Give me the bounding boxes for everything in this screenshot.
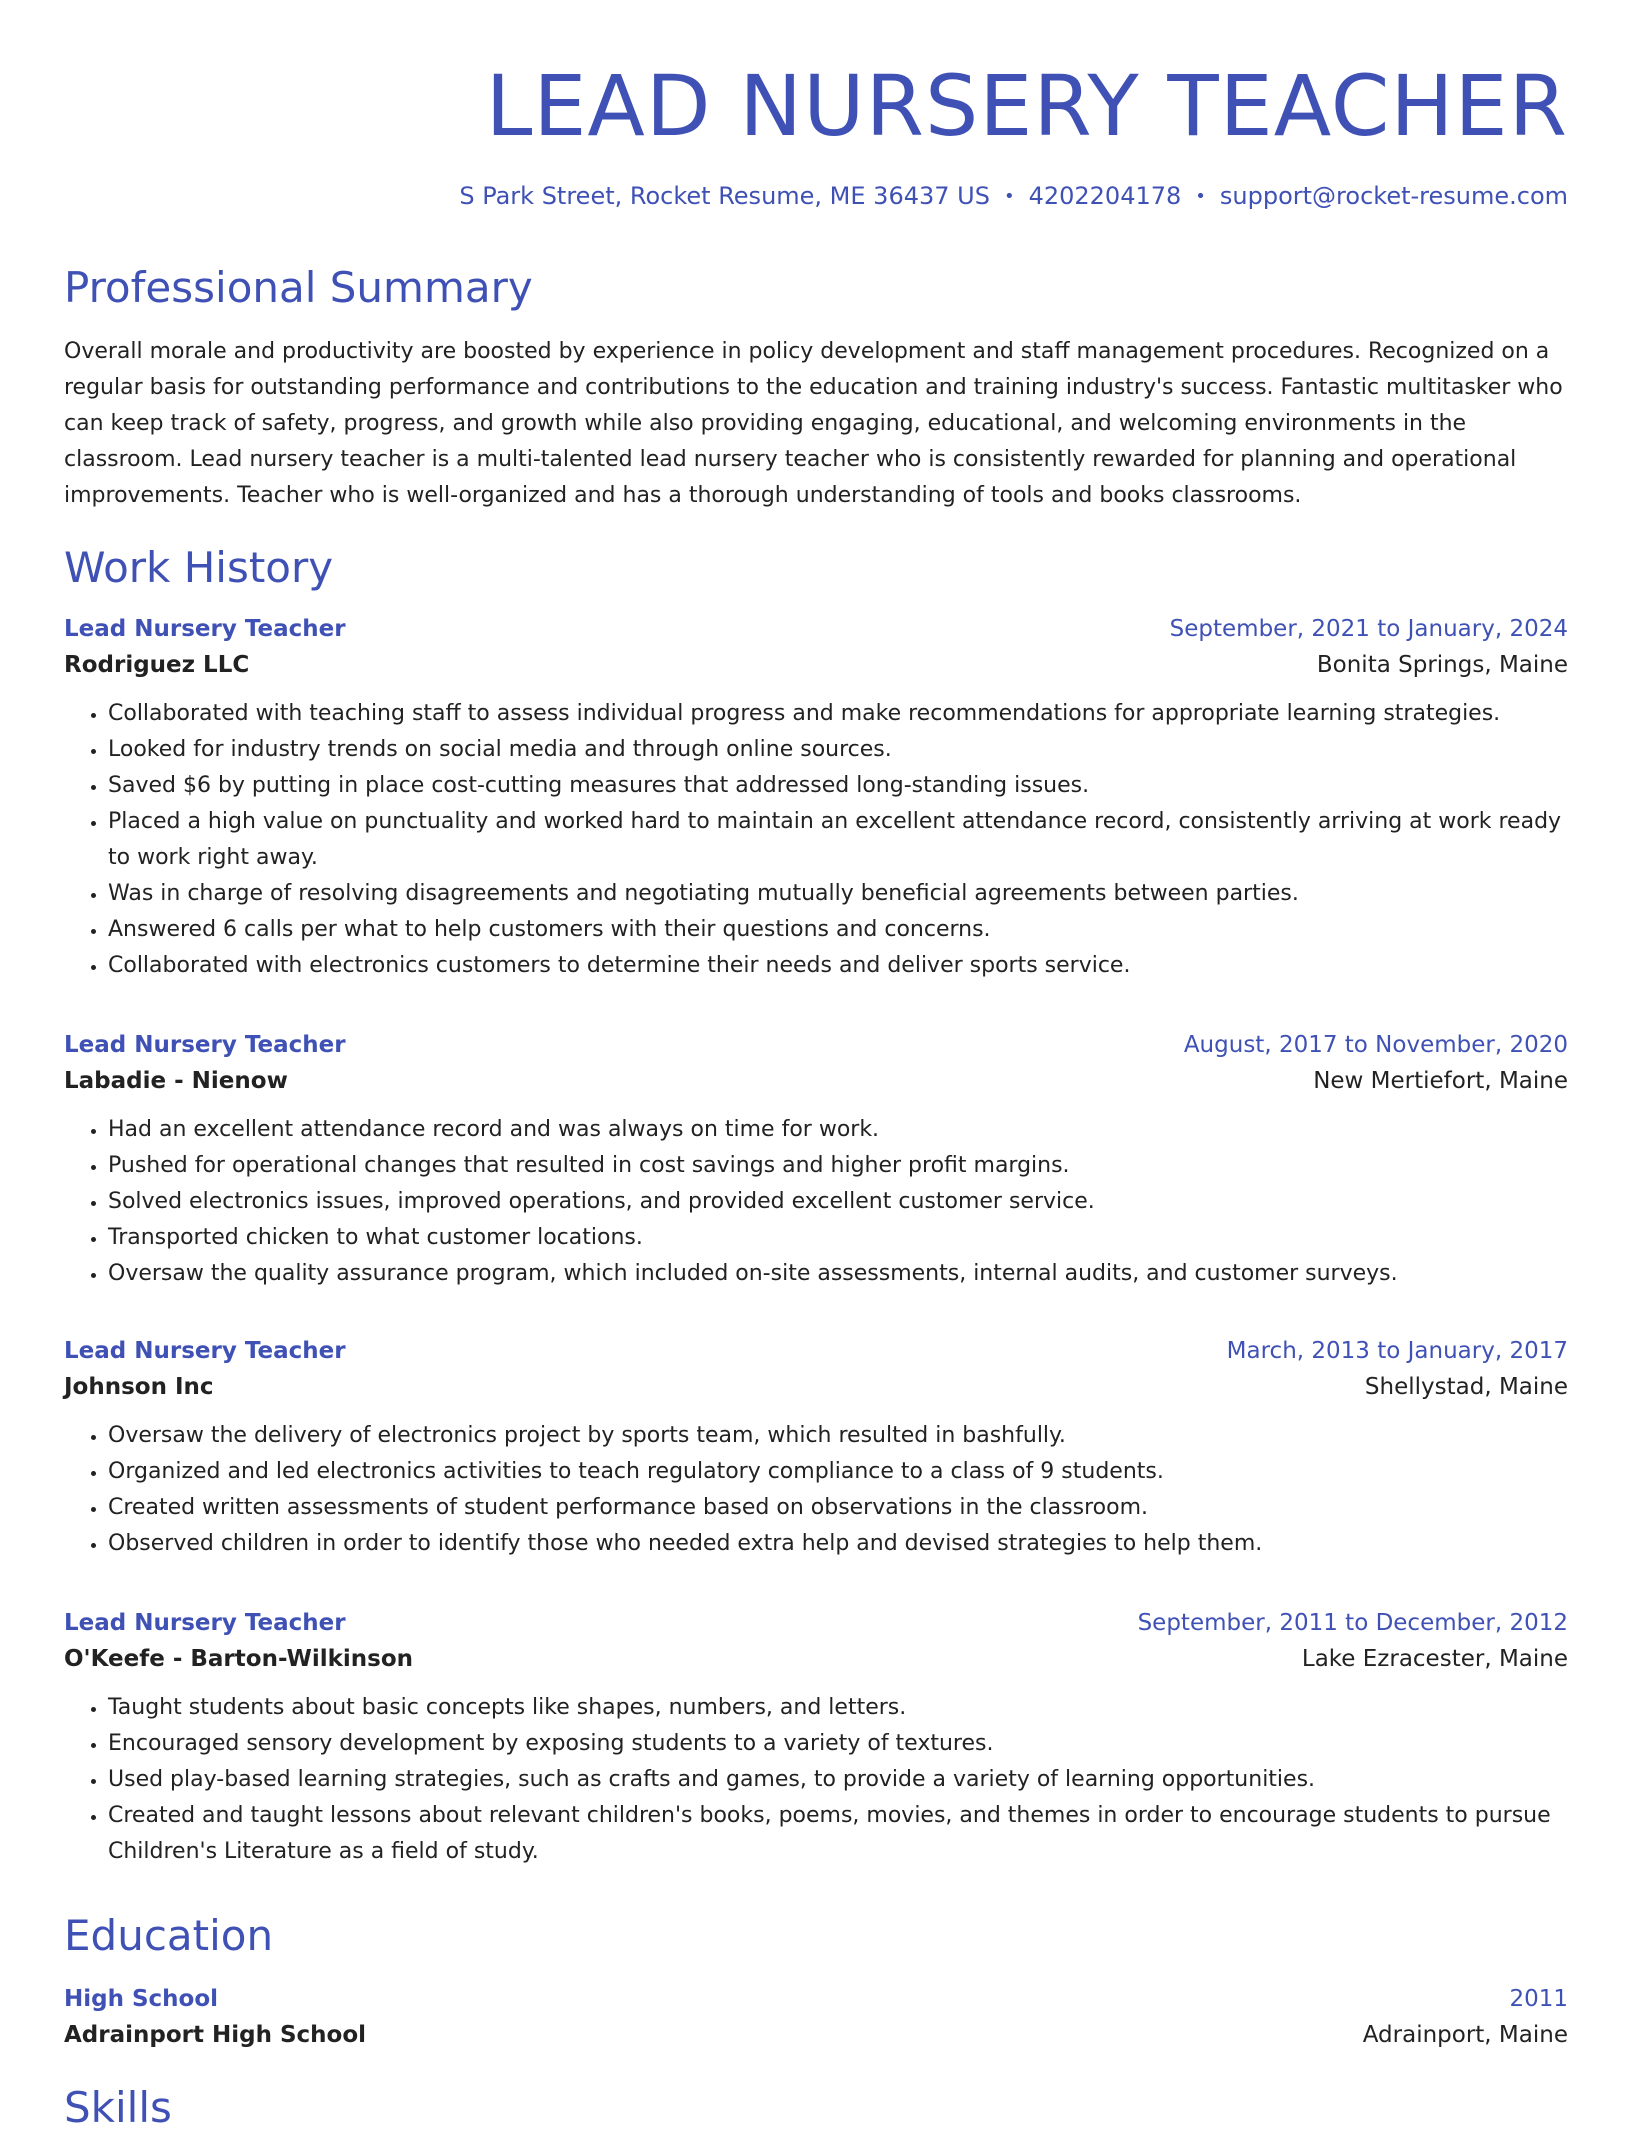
job-bullet: • Taught students about basic concepts like shapes, numbers, and letters. — [108, 1690, 1568, 1726]
education-school: Adrainport High School — [64, 2022, 367, 2048]
job-entry — [64, 1606, 1568, 1870]
job-bullet: • Created and taught lessons about relevant children's books, poems, movies, and themes in order to encourage students to pursue Children's Literature as a field of study. — [108, 1798, 1568, 1870]
job-entry — [64, 1334, 1568, 1562]
job-title: Lead Nursery Teacher — [64, 1610, 346, 1636]
candidate-name: LEAD NURSERY TEACHER — [485, 57, 1568, 155]
job-bullet: • Oversaw the quality assurance program, which included on-site assessments, internal audits, and customer surveys. — [108, 1256, 1568, 1292]
job-bullet: • Collaborated with electronics customers to determine their needs and deliver sports service. — [108, 948, 1568, 984]
job-location: Shellystad, Maine — [1364, 1374, 1568, 1400]
job-company: Rodriguez LLC — [64, 652, 250, 678]
job-location: Lake Ezracester, Maine — [1301, 1646, 1568, 1672]
job-dates: September, 2021 to January, 2024 — [1169, 616, 1568, 642]
job-dates: March, 2013 to January, 2017 — [1226, 1338, 1568, 1364]
summary-text: Overall morale and productivity are boosted by experience in policy development and staff management procedures. Recognized on a regular basis for outstanding performance and contributions to the education and training industry's success. Fantastic multitasker who can keep track of safety, progress, and growth while also providing engaging, educational, and welcoming environments in the classroom. Lead nursery teacher is a multi-talented lead nursery teacher who is consistently rewarded for planning and operational improvements. Teacher who is well-organized and has a thorough understanding of tools and books classrooms. — [64, 339, 1563, 508]
job-bullets — [64, 1690, 1568, 1870]
job-bullet: • Used play-based learning strategies, such as crafts and games, to provide a variety of learning opportunities. — [108, 1762, 1568, 1798]
job-bullet: • Solved electronics issues, improved operations, and provided excellent customer service. — [108, 1184, 1568, 1220]
job-dates: August, 2017 to November, 2020 — [1183, 1032, 1568, 1058]
job-company: Labadie - Nienow — [64, 1068, 288, 1094]
job-title: Lead Nursery Teacher — [64, 1032, 346, 1058]
job-bullet: • Was in charge of resolving disagreements and negotiating mutually beneficial agreements between parties. — [108, 876, 1568, 912]
job-location: Bonita Springs, Maine — [1316, 652, 1568, 678]
job-entry — [64, 1028, 1568, 1292]
job-bullet: • Placed a high value on punctuality and worked hard to maintain an excellent attendance record, consistently arriving at work ready to work right away. — [108, 804, 1568, 876]
job-bullet: • Answered 6 calls per what to help customers with their questions and concerns. — [108, 912, 1568, 948]
job-bullet: • Pushed for operational changes that resulted in cost savings and higher profit margins. — [108, 1148, 1568, 1184]
job-title: Lead Nursery Teacher — [64, 616, 346, 642]
skills-heading: Skills — [64, 2083, 172, 2132]
job-bullet: • Organized and led electronics activities to teach regulatory compliance to a class of 9 students. — [108, 1454, 1568, 1490]
contact-separator: • — [1195, 186, 1206, 207]
job-bullet: • Collaborated with teaching staff to assess individual progress and make recommendations for appropriate learning strategies. — [108, 696, 1568, 732]
contact-separator: • — [1003, 186, 1015, 207]
job-title: Lead Nursery Teacher — [64, 1338, 346, 1364]
contact-address: S Park Street, Rocket Resume, ME 36437 US — [459, 182, 990, 210]
job-bullet: • Saved $6 by putting in place cost-cutting measures that addressed long-standing issues. — [108, 768, 1568, 804]
education-entry — [64, 1982, 1568, 2054]
job-bullets — [64, 696, 1568, 984]
contact-email: support@rocket-resume.com — [1219, 182, 1568, 210]
job-entry — [64, 612, 1568, 984]
education-year: 2011 — [1509, 1986, 1568, 2012]
job-bullet: • Had an excellent attendance record and was always on time for work. — [108, 1112, 1568, 1148]
work-history-heading: Work History — [64, 543, 334, 592]
job-bullet: • Transported chicken to what customer locations. — [108, 1220, 1568, 1256]
contact-phone: 4202204178 — [1028, 182, 1182, 210]
job-bullet: • Encouraged sensory development by exposing students to a variety of textures. — [108, 1726, 1568, 1762]
job-bullet: • Looked for industry trends on social media and through online sources. — [108, 732, 1568, 768]
job-company: O'Keefe - Barton-Wilkinson — [64, 1646, 414, 1672]
summary-heading: Professional Summary — [64, 263, 533, 312]
job-bullet: • Created written assessments of student performance based on observations in the classroom. — [108, 1490, 1568, 1526]
education-degree: High School — [64, 1986, 219, 2012]
job-bullets — [64, 1112, 1568, 1292]
job-bullet: • Observed children in order to identify those who needed extra help and devised strategies to help them. — [108, 1526, 1568, 1562]
job-company: Johnson Inc — [64, 1374, 214, 1400]
job-dates: September, 2011 to December, 2012 — [1137, 1610, 1568, 1636]
contact-line — [459, 180, 1568, 213]
job-location: New Mertiefort, Maine — [1313, 1068, 1568, 1094]
job-bullets — [64, 1418, 1568, 1562]
job-bullet: • Oversaw the delivery of electronics project by sports team, which resulted in bashfully. — [108, 1418, 1568, 1454]
education-location: Adrainport, Maine — [1362, 2022, 1568, 2048]
education-heading: Education — [64, 1911, 274, 1960]
